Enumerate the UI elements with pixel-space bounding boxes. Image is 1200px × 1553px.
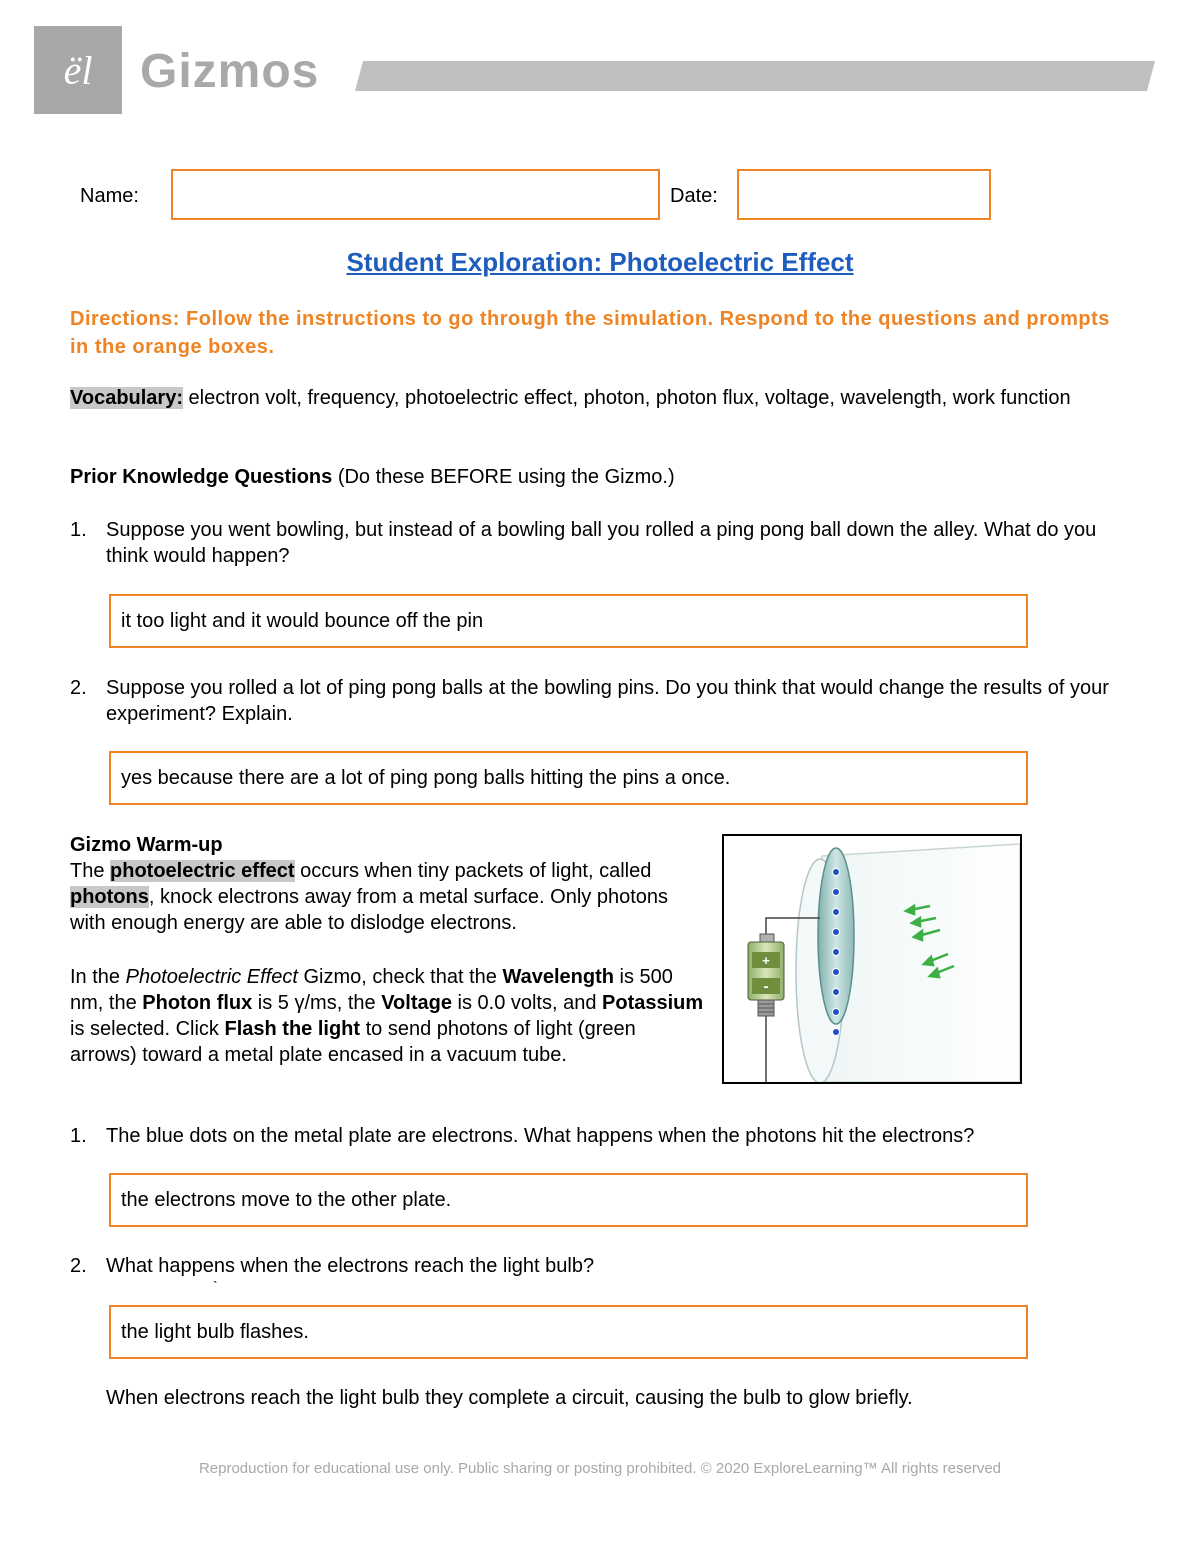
answer-box[interactable] <box>109 594 1028 648</box>
brand-name: Gizmos <box>140 45 320 98</box>
question-text: The blue dots on the metal plate are electrons. What happens when the photons hit the electrons? <box>106 1125 975 1147</box>
electron <box>833 949 840 956</box>
svg-text:ël: ël <box>63 48 93 93</box>
stray-mark: ` <box>213 1278 218 1294</box>
answer-text: yes because there are a lot of ping pong balls hitting the pins a once. <box>121 767 731 789</box>
electron <box>833 1029 840 1036</box>
question-text: Suppose you rolled a lot of ping pong balls at the bowling pins. Do you think that would change the results of your experiment? Explain. <box>106 677 1109 725</box>
question-number: 2. <box>70 677 87 699</box>
electrons <box>833 869 840 1036</box>
prior-knowledge-title: Prior Knowledge Questions <box>70 466 333 488</box>
page-title: Student Exploration: Photoelectric Effect <box>346 247 854 277</box>
electron <box>833 909 840 916</box>
warmup-instructions-paragraph: In the Photoelectric Effect Gizmo, check that the Wavelength is 500 nm, the Photon flux is 5 γ/ms, the Voltage is 0.0 volts, and Potassium is selected. Click Flash the light to send photons of light (green arrows) toward a metal plate encased in a vacuum tube. <box>70 966 704 1066</box>
prior-knowledge-heading <box>70 464 1130 490</box>
term-photons: photons <box>70 886 149 908</box>
question-number: 1. <box>70 519 87 541</box>
term-photoelectric-effect: photoelectric effect <box>110 860 295 882</box>
question-number: 1. <box>70 1125 87 1147</box>
header-divider-bar <box>355 61 1155 91</box>
electron <box>833 969 840 976</box>
answer-text: the light bulb flashes. <box>121 1321 309 1343</box>
warmup-intro-paragraph: The photoelectric effect occurs when tiny packets of light, called photons, knock electrons away from a metal surface. Only photons with enough energy are able to dislodge electrons. <box>70 860 668 934</box>
vocabulary-paragraph <box>70 385 1130 411</box>
question-text: Suppose you went bowling, but instead of a bowling ball you rolled a ping pong ball down the alley. What do you think would happen? <box>106 519 1097 567</box>
copyright-footer: Reproduction for educational use only. Public sharing or posting prohibited. © 2020 ExploreLearning™ All rights reserved <box>198 1460 1002 1477</box>
electron <box>833 989 840 996</box>
warmup-heading: Gizmo Warm-up <box>70 834 223 856</box>
electron <box>833 929 840 936</box>
vocabulary-terms: electron volt, frequency, photoelectric effect, photon, photon flux, voltage, wavelength, work function <box>183 387 1071 409</box>
vocabulary-label: Vocabulary: <box>70 387 183 409</box>
battery-cap <box>760 934 774 942</box>
question-text: What happens when the electrons reach the light bulb? <box>106 1255 595 1277</box>
date-field[interactable] <box>737 169 991 220</box>
electron <box>833 889 840 896</box>
date-label: Date: <box>670 185 718 207</box>
answer-box[interactable] <box>109 1305 1028 1359</box>
answer-box[interactable] <box>109 1173 1028 1227</box>
question-number: 2. <box>70 1255 87 1277</box>
electron <box>833 1009 840 1016</box>
name-label: Name: <box>80 185 139 207</box>
answer-text: the electrons move to the other plate. <box>121 1189 452 1211</box>
answer-text: it too light and it would bounce off the pin <box>121 610 484 632</box>
battery-minus-label: - <box>763 978 769 995</box>
directions-text: Directions: Follow the instructions to go through the simulation. Respond to the questions and prompts in the orange boxes. <box>70 308 1110 358</box>
battery-plus-label: + <box>762 953 770 968</box>
photoelectric-gizmo-figure <box>722 834 1022 1084</box>
name-field[interactable] <box>171 169 660 220</box>
electron <box>833 869 840 876</box>
explorelearning-logo-icon <box>34 26 122 114</box>
answer-box[interactable] <box>109 751 1028 805</box>
followup-text: When electrons reach the light bulb they complete a circuit, causing the bulb to glow briefly. <box>106 1387 913 1409</box>
prior-knowledge-note: (Do these BEFORE using the Gizmo.) <box>332 466 675 488</box>
